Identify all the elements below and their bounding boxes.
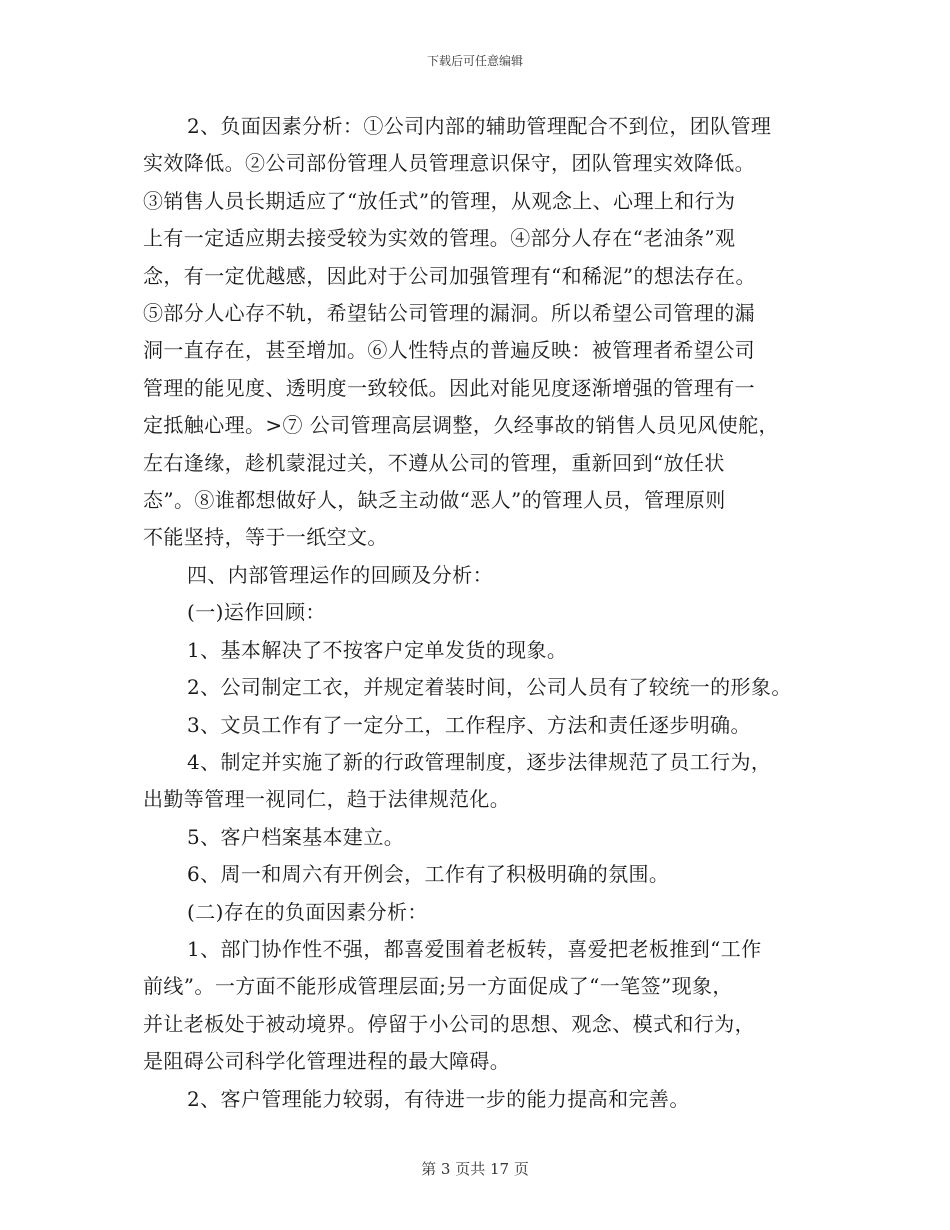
text-line: 2、负面因素分析：①公司内部的辅助管理配合不到位，团队管理 [187,114,772,138]
text-line: 不能坚持，等于一纸空文。 [143,525,388,550]
text-line: (一)运作回顾： [187,600,326,625]
text-line: 3、文员工作有了一定分工，工作程序、方法和责任逐步明确。 [187,712,751,737]
text-line: 2、客户管理能力较弱，有待进一步的能力提高和完善。 [187,1086,690,1111]
text-line: 6、周一和周六有开例会，工作有了积极明确的氛围。 [187,862,670,887]
text-line: 管理的能见度、透明度一致较低。因此对能见度逐渐增强的管理有一 [143,375,755,400]
text-line: 1、部门协作性不强，都喜爱围着老板转，喜爱把老板推到“工作 [187,936,762,961]
page-header: 下载后可任意编辑 [426,54,523,68]
text-line: ⑤部分人心存不轨，希望钻公司管理的漏洞。所以希望公司管理的漏 [143,301,755,326]
text-line: 前线”。一方面不能形成管理层面;另一方面促成了“一笔签”现象， [143,974,733,999]
text-line: ③销售人员长期适应了“放任式”的管理，从观念上、心理上和行为 [143,188,736,213]
text-line: 并让老板处于被动境界。停留于小公司的思想、观念、模式和行为， [143,1011,755,1036]
text-line: 洞一直存在，甚至增加。⑥人性特点的普遍反映：被管理者希望公司 [143,338,755,363]
text-line: 1、基本解决了不按客户定单发货的现象。 [187,637,568,662]
text-line: 态”。⑧谁都想做好人，缺乏主动做“恶人”的管理人员，管理原则 [143,488,726,513]
text-line: 定抵触心理。>⑦ 公司管理高层调整，久经事故的销售人员见风使舵， [143,413,779,438]
text-line: 4、制定并实施了新的行政管理制度，逐步法律规范了员工行为， [187,749,772,774]
text-line: 上有一定适应期去接受较为实效的管理。④部分人存在“老油条”观 [143,226,736,251]
text-line: (二)存在的负面因素分析： [187,899,428,924]
document-body [143,108,818,1118]
text-line: 是阻碍公司科学化管理进程的最大障碍。 [143,1049,511,1074]
text-line: 2、公司制定工衣，并规定着装时间，公司人员有了较统一的形象。 [187,675,792,700]
text-line: 出勤等管理一视同仁，趋于法律规范化。 [143,787,511,812]
text-line: 实效降低。②公司部份管理人员管理意识保守，团队管理实效降低。 [143,151,755,176]
text-line: 左右逢缘，趁机蒙混过关，不遵从公司的管理，重新回到“放任状 [143,450,725,475]
page-number: 第 3 页共 17 页 [421,1160,529,1178]
text-line: 5、客户档案基本建立。 [187,824,405,849]
text-line: 四、内部管理运作的回顾及分析： [187,562,493,587]
text-line: 念，有一定优越感，因此对于公司加强管理有“和稀泥”的想法存在。 [143,263,756,288]
